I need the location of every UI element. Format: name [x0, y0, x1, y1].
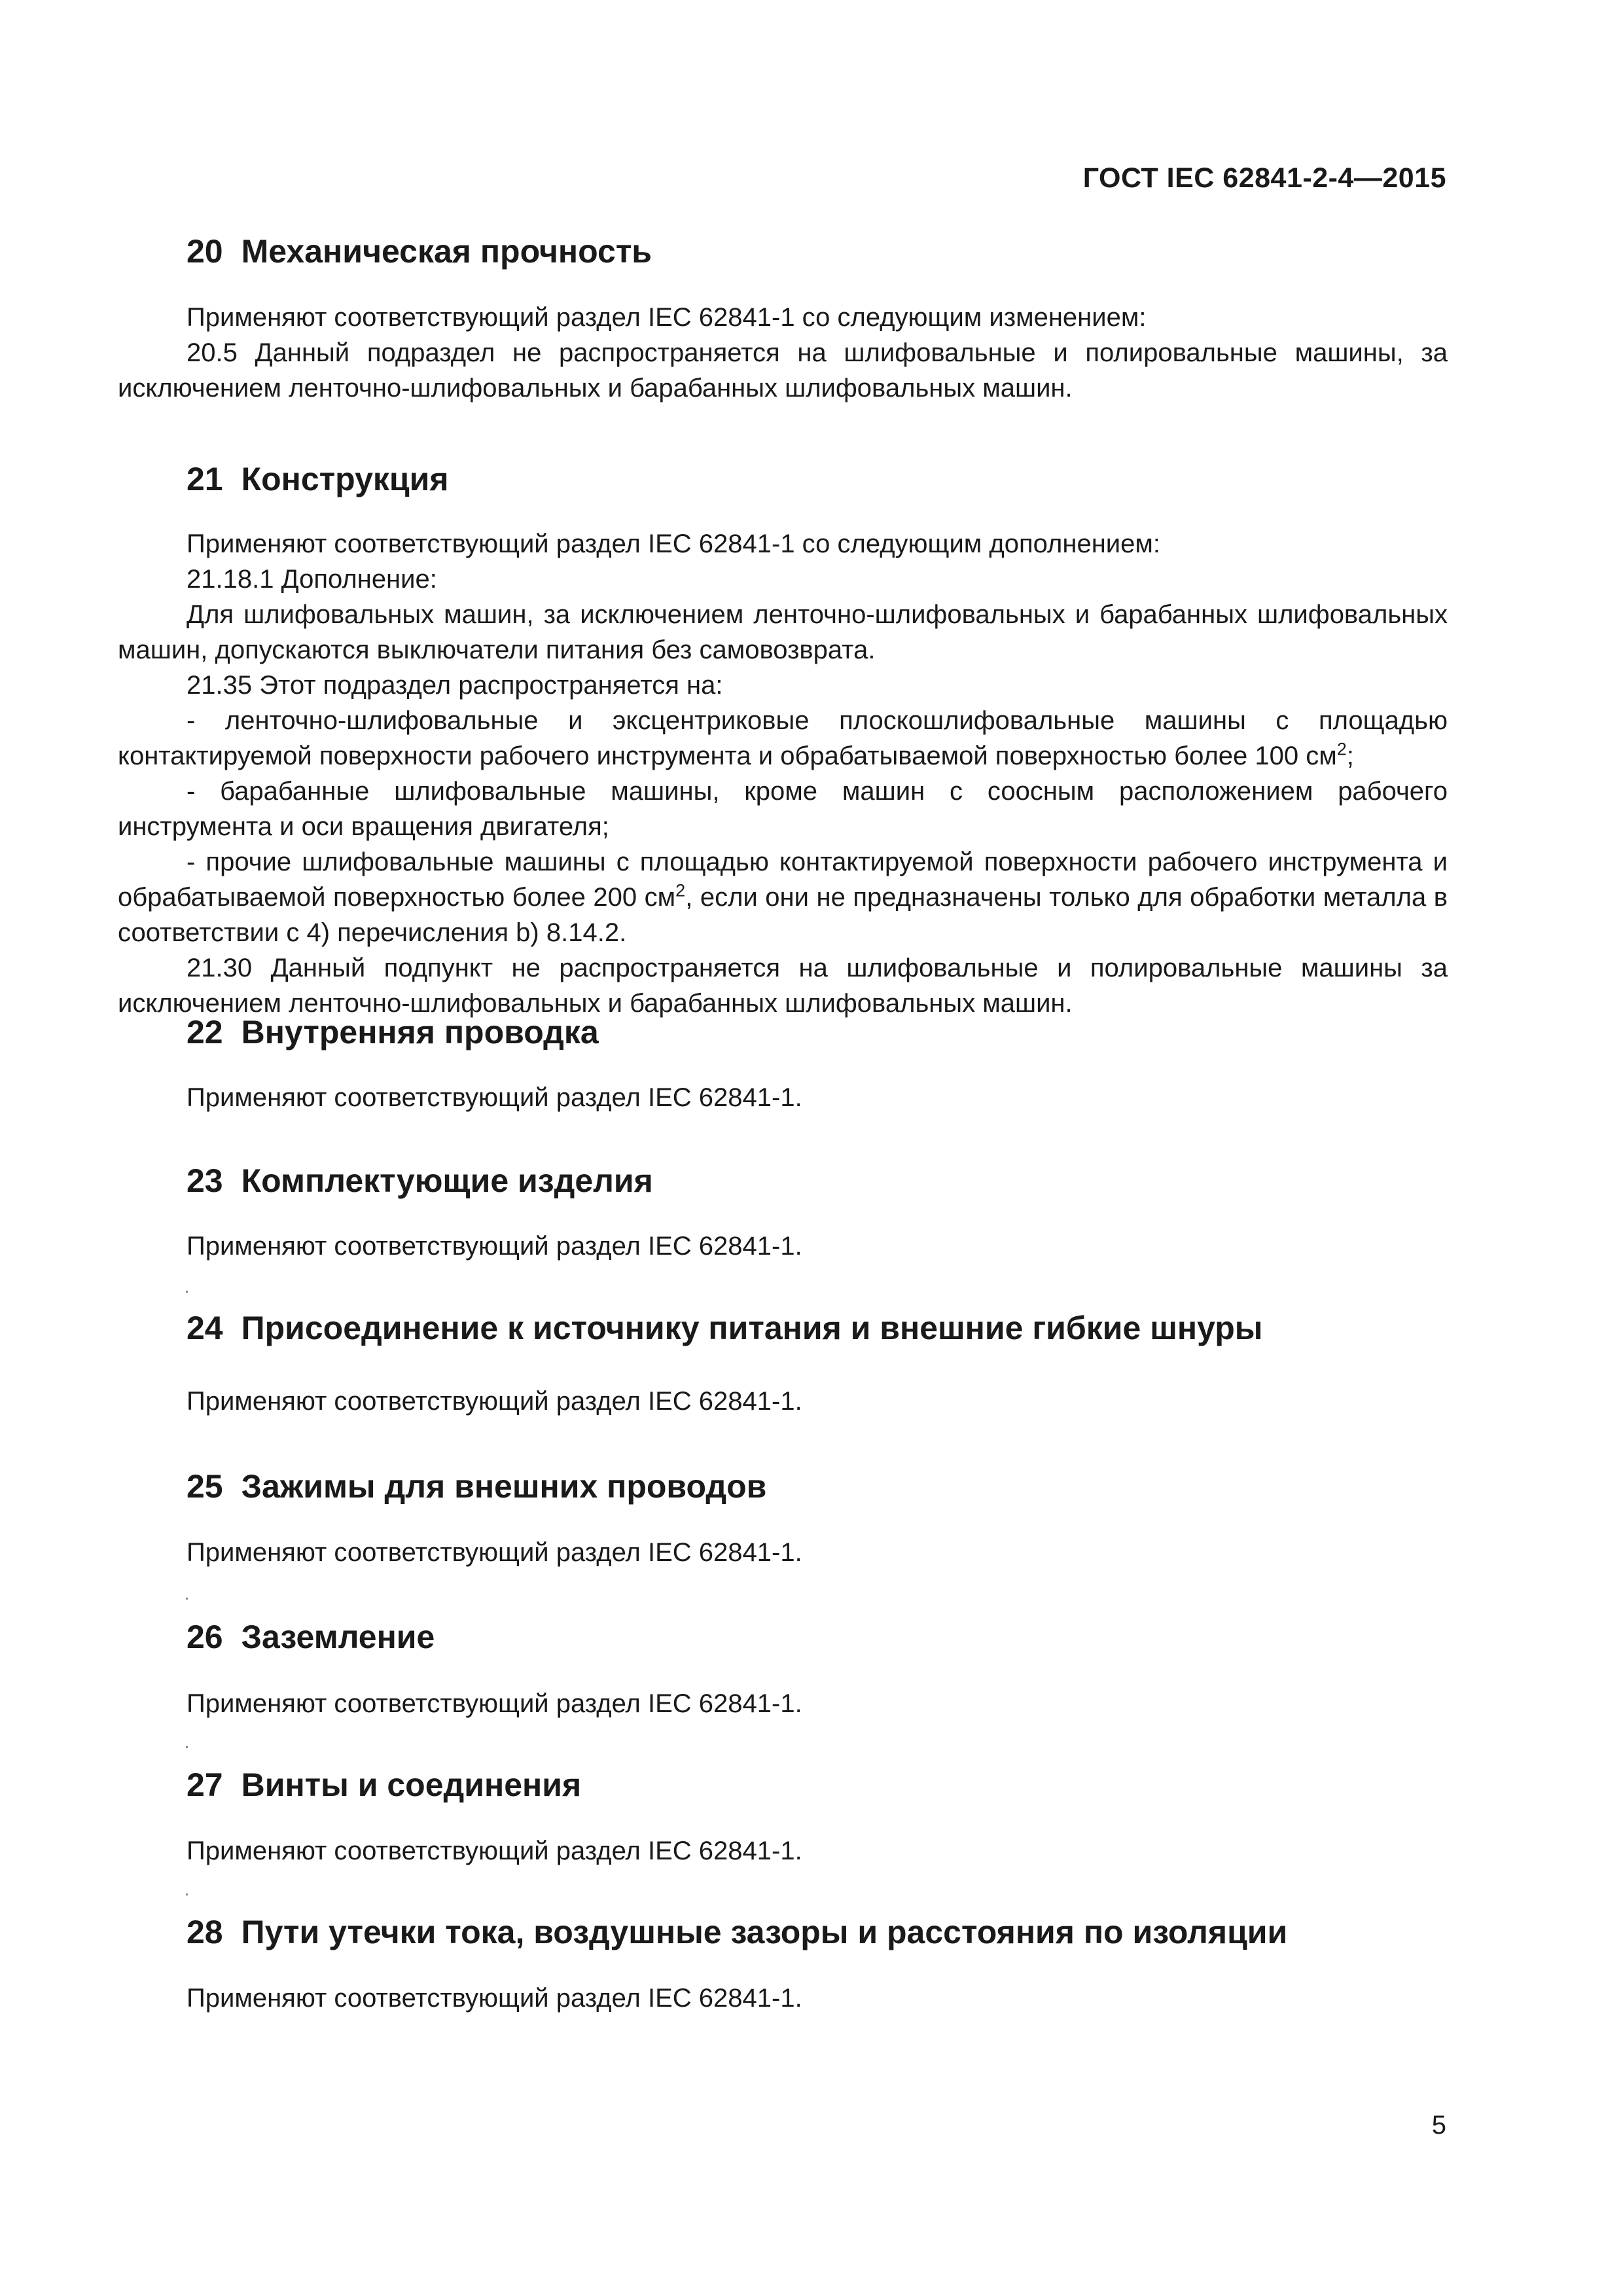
- list-item: - барабанные шлифовальные машины, кроме машин с соосным расположением рабочего инструмента и оси вращения двигателя;: [118, 777, 1448, 841]
- section-title: Пути утечки тока, воздушные зазоры и расстояния по изоляции: [241, 1914, 1288, 1950]
- paragraph: Применяют соответствующий раздел IEC 62841-1.: [187, 1232, 802, 1261]
- section-title: Конструкция: [241, 461, 449, 497]
- section-22-heading: [187, 1013, 599, 1051]
- section-24-heading: [187, 1309, 1263, 1347]
- section-26-heading: [187, 1618, 435, 1656]
- paragraph: Применяют соответствующий раздел IEC 62841-1.: [187, 1538, 802, 1567]
- section-title: Внутренняя проводка: [241, 1014, 599, 1050]
- section-number: 25: [187, 1468, 223, 1505]
- section-title: Механическая прочность: [241, 233, 652, 270]
- scan-dot: [186, 1291, 188, 1293]
- section-24-body: [118, 1384, 1448, 1419]
- section-21-heading: [187, 460, 449, 498]
- section-28-body: [118, 1981, 1448, 2016]
- paragraph: 21.35 Этот подраздел распространяется на:: [187, 671, 723, 700]
- list-item: - прочие шлифовальные машины с площадью контактируемой поверхности рабочего инструмента и обрабатываемой поверхностью более 200 $см^2$, если они не предназначены только для обработки металла в соответствии с 4) перечисления b) 8.14.2.: [118, 848, 1448, 947]
- section-23-body: [118, 1229, 1448, 1264]
- section-25-body: [118, 1535, 1448, 1570]
- section-title: Присоединение к источнику питания и внешние гибкие шнуры: [241, 1310, 1263, 1346]
- paragraph: 21.18.1 Дополнение:: [187, 565, 437, 594]
- page-number: 5: [1431, 2111, 1446, 2140]
- document-id-header: ГОСТ IEC 62841-2-4—2015: [1082, 162, 1446, 194]
- paragraph: Применяют соответствующий раздел IEC 62841-1 со следующим изменением:: [187, 303, 1147, 332]
- section-number: 22: [187, 1014, 223, 1050]
- list-item: - ленточно-шлифовальные и эксцентриковые плоскошлифовальные машины с площадью контактируемой поверхности рабочего инструмента и обрабатываемой поверхностью более 100 $см^2$;: [118, 706, 1448, 770]
- section-number: 24: [187, 1310, 223, 1346]
- section-number: 23: [187, 1162, 223, 1199]
- paragraph: Применяют соответствующий раздел IEC 62841-1.: [187, 1837, 802, 1865]
- section-number: 26: [187, 1619, 223, 1655]
- paragraph: Применяют соответствующий раздел IEC 62841-1.: [187, 1689, 802, 1718]
- section-25-heading: [187, 1467, 766, 1505]
- section-22-body: [118, 1080, 1448, 1115]
- section-27-body: [118, 1833, 1448, 1869]
- section-27-heading: [187, 1766, 581, 1804]
- section-title: Заземление: [241, 1619, 435, 1655]
- section-21-body: [118, 526, 1448, 1021]
- section-number: 27: [187, 1767, 223, 1803]
- section-20-body: [118, 300, 1448, 406]
- paragraph: 20.5 Данный подраздел не распространяется на шлифовальные и полировальные машины, за исключением ленточно-шлифовальных и барабанных шлифовальных машин.: [118, 338, 1448, 403]
- paragraph: Применяют соответствующий раздел IEC 62841-1.: [187, 1083, 802, 1112]
- paragraph: Применяют соответствующий раздел IEC 62841-1.: [187, 1387, 802, 1416]
- paragraph: Применяют соответствующий раздел IEC 62841-1 со следующим дополнением:: [187, 529, 1160, 558]
- section-number: 28: [187, 1914, 223, 1950]
- section-number: 20: [187, 233, 223, 270]
- section-28-heading: [187, 1913, 1287, 1951]
- paragraph: Применяют соответствующий раздел IEC 62841-1.: [187, 1984, 802, 2013]
- section-number: 21: [187, 461, 223, 497]
- section-23-heading: [187, 1162, 653, 1200]
- section-title: Винты и соединения: [241, 1767, 582, 1803]
- scan-dot: [186, 1893, 188, 1895]
- scan-dot: [186, 1598, 188, 1600]
- section-title: Зажимы для внешних проводов: [241, 1468, 767, 1505]
- section-26-body: [118, 1686, 1448, 1721]
- section-20-heading: [187, 232, 652, 270]
- paragraph: 21.30 Данный подпункт не распространяется на шлифовальные и полировальные машины за исключением ленточно-шлифовальных и барабанных шлифовальных машин.: [118, 954, 1448, 1018]
- scan-dot: [186, 1746, 188, 1748]
- paragraph: Для шлифовальных машин, за исключением ленточно-шлифовальных и барабанных шлифовальных машин, допускаются выключатели питания без самовозврата.: [118, 600, 1448, 664]
- section-title: Комплектующие изделия: [241, 1162, 653, 1199]
